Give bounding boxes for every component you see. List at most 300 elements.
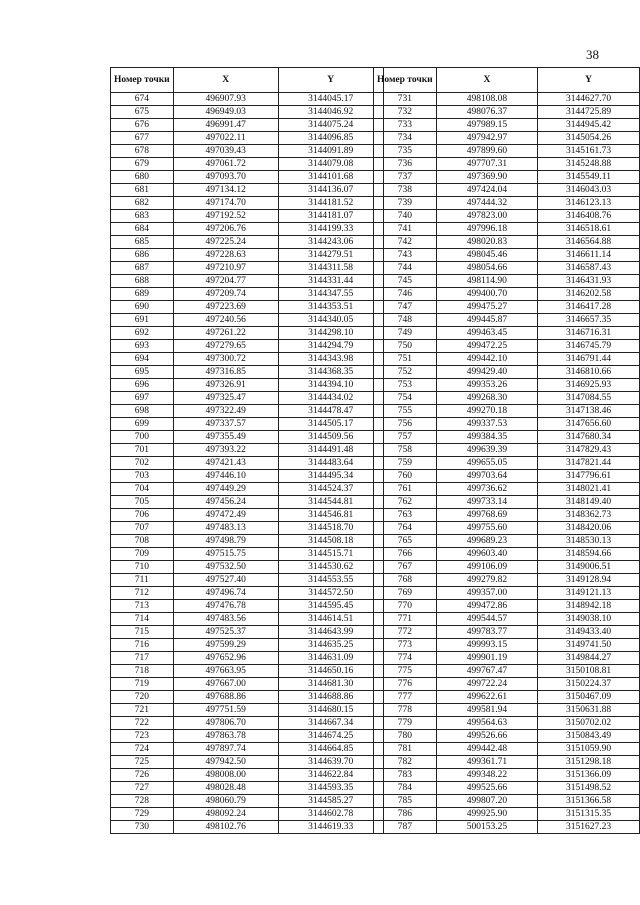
y-coordinate-cell: 3144585.27	[278, 795, 383, 808]
x-coordinate-cell: 499353.26	[436, 379, 537, 392]
x-coordinate-cell: 496907.93	[173, 93, 278, 106]
y-coordinate-cell: 3146810.66	[538, 366, 640, 379]
y-coordinate-cell: 3146417.28	[538, 301, 640, 314]
y-coordinate-cell: 3146791.44	[538, 353, 640, 366]
y-coordinate-cell: 3146925.93	[538, 379, 640, 392]
x-coordinate-cell: 497022.11	[173, 132, 278, 145]
y-coordinate-cell: 3144524.37	[278, 483, 383, 496]
x-coordinate-cell: 497355.49	[173, 431, 278, 444]
point-number-cell: 692	[111, 327, 174, 340]
x-coordinate-cell: 499807.20	[436, 795, 537, 808]
point-number-cell: 693	[111, 340, 174, 353]
x-coordinate-cell: 497039.43	[173, 145, 278, 158]
point-number-cell: 783	[374, 769, 437, 782]
table-row	[374, 249, 640, 262]
x-coordinate-cell: 497421.43	[173, 457, 278, 470]
table-row	[374, 665, 640, 678]
point-number-cell: 743	[374, 249, 437, 262]
point-number-cell: 769	[374, 587, 437, 600]
point-number-cell: 720	[111, 691, 174, 704]
x-coordinate-cell: 499689.23	[436, 535, 537, 548]
point-number-cell: 779	[374, 717, 437, 730]
table-row	[374, 210, 640, 223]
y-coordinate-cell: 3144945.42	[538, 119, 640, 132]
y-coordinate-cell: 3144509.56	[278, 431, 383, 444]
y-coordinate-cell: 3144298.10	[278, 327, 383, 340]
point-number-cell: 748	[374, 314, 437, 327]
x-coordinate-cell: 499270.18	[436, 405, 537, 418]
point-number-cell: 736	[374, 158, 437, 171]
y-coordinate-cell: 3144079.08	[278, 158, 383, 171]
table-row	[111, 730, 384, 743]
point-number-cell: 773	[374, 639, 437, 652]
point-number-cell: 705	[111, 496, 174, 509]
table-row	[374, 444, 640, 457]
x-coordinate-cell: 499442.48	[436, 743, 537, 756]
table-row	[111, 613, 384, 626]
table-row	[374, 314, 640, 327]
point-number-cell: 718	[111, 665, 174, 678]
y-coordinate-cell: 3144311.58	[278, 262, 383, 275]
table-row	[374, 340, 640, 353]
table-row	[374, 366, 640, 379]
table-row	[111, 275, 384, 288]
point-number-cell: 704	[111, 483, 174, 496]
table-row	[111, 366, 384, 379]
table-row	[111, 678, 384, 691]
point-number-cell: 777	[374, 691, 437, 704]
point-number-cell: 683	[111, 210, 174, 223]
table-row	[111, 704, 384, 717]
x-coordinate-cell: 497337.57	[173, 418, 278, 431]
y-coordinate-cell: 3144091.89	[278, 145, 383, 158]
y-coordinate-cell: 3144243.06	[278, 236, 383, 249]
y-coordinate-cell: 3149433.40	[538, 626, 640, 639]
x-coordinate-cell: 497393.22	[173, 444, 278, 457]
table-row	[111, 119, 384, 132]
x-coordinate-cell: 497525.37	[173, 626, 278, 639]
y-coordinate-cell: 3145161.73	[538, 145, 640, 158]
x-coordinate-cell: 497476.78	[173, 600, 278, 613]
table-row	[374, 327, 640, 340]
x-coordinate-cell: 498108.08	[436, 93, 537, 106]
y-coordinate-cell: 3146043.03	[538, 184, 640, 197]
y-coordinate-cell: 3144495.34	[278, 470, 383, 483]
x-coordinate-cell: 500153.25	[436, 821, 537, 834]
table-row	[374, 782, 640, 795]
y-coordinate-cell: 3144347.55	[278, 288, 383, 301]
table-row	[374, 652, 640, 665]
point-number-cell: 758	[374, 444, 437, 457]
x-coordinate-cell: 497667.00	[173, 678, 278, 691]
point-number-cell: 738	[374, 184, 437, 197]
y-coordinate-cell: 3150224.37	[538, 678, 640, 691]
point-number-cell: 697	[111, 392, 174, 405]
y-coordinate-cell: 3144096.85	[278, 132, 383, 145]
table-row	[374, 457, 640, 470]
coordinates-table-right	[373, 67, 640, 834]
y-coordinate-cell: 3147796.61	[538, 470, 640, 483]
table-row	[374, 626, 640, 639]
y-coordinate-cell: 3149006.51	[538, 561, 640, 574]
x-coordinate-cell: 498060.79	[173, 795, 278, 808]
y-coordinate-cell: 3146611.14	[538, 249, 640, 262]
point-number-cell: 741	[374, 223, 437, 236]
x-coordinate-cell: 497996.18	[436, 223, 537, 236]
y-coordinate-cell: 3149844.27	[538, 652, 640, 665]
x-coordinate-cell: 497446.10	[173, 470, 278, 483]
x-coordinate-cell: 499472.25	[436, 340, 537, 353]
y-coordinate-cell: 3146587.43	[538, 262, 640, 275]
point-number-cell: 750	[374, 340, 437, 353]
table-row	[374, 691, 640, 704]
x-coordinate-cell: 497472.49	[173, 509, 278, 522]
point-number-cell: 787	[374, 821, 437, 834]
y-coordinate-cell: 3144602.78	[278, 808, 383, 821]
point-number-cell: 726	[111, 769, 174, 782]
table-row	[374, 158, 640, 171]
point-number-cell: 727	[111, 782, 174, 795]
x-coordinate-cell: 497369.90	[436, 171, 537, 184]
table-row	[111, 184, 384, 197]
point-number-cell: 686	[111, 249, 174, 262]
point-number-cell: 767	[374, 561, 437, 574]
table-row	[111, 301, 384, 314]
x-coordinate-cell: 497688.86	[173, 691, 278, 704]
table-row	[111, 171, 384, 184]
x-coordinate-cell: 497456.24	[173, 496, 278, 509]
point-number-cell: 764	[374, 522, 437, 535]
y-coordinate-cell: 3146745.79	[538, 340, 640, 353]
y-coordinate-cell: 3146408.76	[538, 210, 640, 223]
point-number-cell: 776	[374, 678, 437, 691]
header-point-number: Номер точки	[111, 68, 174, 93]
y-coordinate-cell: 3144643.99	[278, 626, 383, 639]
table-row	[374, 353, 640, 366]
point-number-cell: 768	[374, 574, 437, 587]
y-coordinate-cell: 3144635.25	[278, 639, 383, 652]
table-row	[111, 379, 384, 392]
table-row	[374, 769, 640, 782]
table-row	[111, 197, 384, 210]
point-number-cell: 699	[111, 418, 174, 431]
table-row	[111, 808, 384, 821]
point-number-cell: 731	[374, 93, 437, 106]
point-number-cell: 749	[374, 327, 437, 340]
y-coordinate-cell: 3151298.18	[538, 756, 640, 769]
x-coordinate-cell: 497444.32	[436, 197, 537, 210]
table-row	[111, 236, 384, 249]
y-coordinate-cell: 3144674.25	[278, 730, 383, 743]
point-number-cell: 702	[111, 457, 174, 470]
y-coordinate-cell: 3146202.58	[538, 288, 640, 301]
table-row	[374, 535, 640, 548]
table-row	[111, 262, 384, 275]
x-coordinate-cell: 497989.15	[436, 119, 537, 132]
y-coordinate-cell: 3148594.66	[538, 548, 640, 561]
table-row	[111, 665, 384, 678]
y-coordinate-cell: 3144075.24	[278, 119, 383, 132]
x-coordinate-cell: 499736.62	[436, 483, 537, 496]
x-coordinate-cell: 499106.09	[436, 561, 537, 574]
y-coordinate-cell: 3144631.09	[278, 652, 383, 665]
x-coordinate-cell: 497206.76	[173, 223, 278, 236]
y-coordinate-cell: 3144614.51	[278, 613, 383, 626]
x-coordinate-cell: 499475.27	[436, 301, 537, 314]
point-number-cell: 760	[374, 470, 437, 483]
y-coordinate-cell: 3150702.02	[538, 717, 640, 730]
table-row	[374, 184, 640, 197]
point-number-cell: 765	[374, 535, 437, 548]
table-row	[111, 340, 384, 353]
table-row	[374, 548, 640, 561]
point-number-cell: 725	[111, 756, 174, 769]
point-number-cell: 703	[111, 470, 174, 483]
x-coordinate-cell: 497061.72	[173, 158, 278, 171]
x-coordinate-cell: 497192.52	[173, 210, 278, 223]
point-number-cell: 711	[111, 574, 174, 587]
x-coordinate-cell: 498114.90	[436, 275, 537, 288]
coordinates-table-left	[110, 67, 384, 834]
table-row	[374, 223, 640, 236]
header-y: Y	[538, 68, 640, 93]
point-number-cell: 766	[374, 548, 437, 561]
x-coordinate-cell: 497707.31	[436, 158, 537, 171]
point-number-cell: 723	[111, 730, 174, 743]
y-coordinate-cell: 3149741.50	[538, 639, 640, 652]
point-number-cell: 770	[374, 600, 437, 613]
y-coordinate-cell: 3150108.81	[538, 665, 640, 678]
table-row	[374, 678, 640, 691]
y-coordinate-cell: 3149121.13	[538, 587, 640, 600]
point-number-cell: 784	[374, 782, 437, 795]
table-row	[111, 587, 384, 600]
x-coordinate-cell: 498054.66	[436, 262, 537, 275]
y-coordinate-cell: 3150631.88	[538, 704, 640, 717]
x-coordinate-cell: 497134.12	[173, 184, 278, 197]
point-number-cell: 746	[374, 288, 437, 301]
table-row	[374, 808, 640, 821]
y-coordinate-cell: 3144508.18	[278, 535, 383, 548]
y-coordinate-cell: 3151627.23	[538, 821, 640, 834]
x-coordinate-cell: 499348.22	[436, 769, 537, 782]
point-number-cell: 713	[111, 600, 174, 613]
point-number-cell: 715	[111, 626, 174, 639]
point-number-cell: 710	[111, 561, 174, 574]
table-row	[111, 561, 384, 574]
x-coordinate-cell: 497174.70	[173, 197, 278, 210]
point-number-cell: 701	[111, 444, 174, 457]
table-row	[111, 353, 384, 366]
y-coordinate-cell: 3144101.68	[278, 171, 383, 184]
y-coordinate-cell: 3145549.11	[538, 171, 640, 184]
point-number-cell: 706	[111, 509, 174, 522]
y-coordinate-cell: 3144353.51	[278, 301, 383, 314]
point-number-cell: 680	[111, 171, 174, 184]
y-coordinate-cell: 3151498.52	[538, 782, 640, 795]
x-coordinate-cell: 496991.47	[173, 119, 278, 132]
point-number-cell: 771	[374, 613, 437, 626]
y-coordinate-cell: 3151315.35	[538, 808, 640, 821]
y-coordinate-cell: 3144331.44	[278, 275, 383, 288]
x-coordinate-cell: 497261.22	[173, 327, 278, 340]
table-row	[374, 587, 640, 600]
x-coordinate-cell: 497483.13	[173, 522, 278, 535]
y-coordinate-cell: 3149038.10	[538, 613, 640, 626]
table-row	[111, 509, 384, 522]
x-coordinate-cell: 499544.57	[436, 613, 537, 626]
header-y: Y	[278, 68, 383, 93]
y-coordinate-cell: 3144478.47	[278, 405, 383, 418]
table-row	[374, 301, 640, 314]
point-number-cell: 691	[111, 314, 174, 327]
point-number-cell: 722	[111, 717, 174, 730]
table-row	[374, 119, 640, 132]
x-coordinate-cell: 499993.15	[436, 639, 537, 652]
table-row	[374, 392, 640, 405]
table-row	[374, 717, 640, 730]
y-coordinate-cell: 3144181.07	[278, 210, 383, 223]
x-coordinate-cell: 497326.91	[173, 379, 278, 392]
x-coordinate-cell: 498076.37	[436, 106, 537, 119]
x-coordinate-cell: 497223.69	[173, 301, 278, 314]
table-row	[374, 132, 640, 145]
y-coordinate-cell: 3144664.85	[278, 743, 383, 756]
table-row	[374, 470, 640, 483]
x-coordinate-cell: 499755.60	[436, 522, 537, 535]
point-number-cell: 696	[111, 379, 174, 392]
y-coordinate-cell: 3144518.70	[278, 522, 383, 535]
x-coordinate-cell: 499603.40	[436, 548, 537, 561]
point-number-cell: 707	[111, 522, 174, 535]
x-coordinate-cell: 499268.30	[436, 392, 537, 405]
table-row	[374, 730, 640, 743]
table-row	[374, 145, 640, 158]
table-row	[111, 288, 384, 301]
x-coordinate-cell: 497599.29	[173, 639, 278, 652]
table-row	[374, 613, 640, 626]
point-number-cell: 675	[111, 106, 174, 119]
x-coordinate-cell: 498092.24	[173, 808, 278, 821]
point-number-cell: 690	[111, 301, 174, 314]
y-coordinate-cell: 3151366.58	[538, 795, 640, 808]
point-number-cell: 751	[374, 353, 437, 366]
table-row	[374, 431, 640, 444]
table-row	[111, 314, 384, 327]
point-number-cell: 689	[111, 288, 174, 301]
y-coordinate-cell: 3144530.62	[278, 561, 383, 574]
table-row	[374, 171, 640, 184]
table-row	[374, 704, 640, 717]
x-coordinate-cell: 499733.14	[436, 496, 537, 509]
table-row	[111, 639, 384, 652]
y-coordinate-cell: 3144681.30	[278, 678, 383, 691]
table-row	[111, 600, 384, 613]
x-coordinate-cell: 499442.10	[436, 353, 537, 366]
point-number-cell: 717	[111, 652, 174, 665]
point-number-cell: 716	[111, 639, 174, 652]
y-coordinate-cell: 3149128.94	[538, 574, 640, 587]
table-row	[111, 522, 384, 535]
point-number-cell: 759	[374, 457, 437, 470]
table-row	[374, 639, 640, 652]
point-number-cell: 763	[374, 509, 437, 522]
point-number-cell: 772	[374, 626, 437, 639]
table-row	[111, 743, 384, 756]
y-coordinate-cell: 3146123.13	[538, 197, 640, 210]
point-number-cell: 762	[374, 496, 437, 509]
table-body-left	[111, 93, 384, 834]
x-coordinate-cell: 499463.45	[436, 327, 537, 340]
point-number-cell: 730	[111, 821, 174, 834]
table-row	[374, 574, 640, 587]
x-coordinate-cell: 497424.04	[436, 184, 537, 197]
x-coordinate-cell: 496949.03	[173, 106, 278, 119]
y-coordinate-cell: 3144680.15	[278, 704, 383, 717]
table-row	[374, 600, 640, 613]
table-row	[374, 106, 640, 119]
x-coordinate-cell: 497532.50	[173, 561, 278, 574]
table-row	[111, 756, 384, 769]
y-coordinate-cell: 3150467.09	[538, 691, 640, 704]
table-row	[374, 93, 640, 106]
point-number-cell: 786	[374, 808, 437, 821]
x-coordinate-cell: 498045.46	[436, 249, 537, 262]
x-coordinate-cell: 499722.24	[436, 678, 537, 691]
y-coordinate-cell: 3151366.09	[538, 769, 640, 782]
point-number-cell: 780	[374, 730, 437, 743]
table-row	[374, 743, 640, 756]
y-coordinate-cell: 3144688.86	[278, 691, 383, 704]
x-coordinate-cell: 499525.66	[436, 782, 537, 795]
x-coordinate-cell: 497093.70	[173, 171, 278, 184]
point-number-cell: 674	[111, 93, 174, 106]
point-number-cell: 778	[374, 704, 437, 717]
table-row	[374, 288, 640, 301]
x-coordinate-cell: 498102.76	[173, 821, 278, 834]
x-coordinate-cell: 499581.94	[436, 704, 537, 717]
point-number-cell: 754	[374, 392, 437, 405]
x-coordinate-cell: 497316.85	[173, 366, 278, 379]
point-number-cell: 752	[374, 366, 437, 379]
header-x: X	[436, 68, 537, 93]
x-coordinate-cell: 499901.19	[436, 652, 537, 665]
point-number-cell: 708	[111, 535, 174, 548]
table-row	[111, 457, 384, 470]
point-number-cell: 729	[111, 808, 174, 821]
y-coordinate-cell: 3148362.73	[538, 509, 640, 522]
table-row	[374, 496, 640, 509]
point-number-cell: 695	[111, 366, 174, 379]
x-coordinate-cell: 497240.56	[173, 314, 278, 327]
y-coordinate-cell: 3146657.35	[538, 314, 640, 327]
table-header-row	[111, 68, 384, 93]
y-coordinate-cell: 3144593.35	[278, 782, 383, 795]
y-coordinate-cell: 3144622.84	[278, 769, 383, 782]
table-row	[374, 262, 640, 275]
point-number-cell: 700	[111, 431, 174, 444]
table-row	[111, 223, 384, 236]
y-coordinate-cell: 3144619.33	[278, 821, 383, 834]
x-coordinate-cell: 497942.97	[436, 132, 537, 145]
y-coordinate-cell: 3144572.50	[278, 587, 383, 600]
point-number-cell: 688	[111, 275, 174, 288]
table-row	[111, 327, 384, 340]
x-coordinate-cell: 499472.86	[436, 600, 537, 613]
y-coordinate-cell: 3144340.05	[278, 314, 383, 327]
x-coordinate-cell: 499925.90	[436, 808, 537, 821]
y-coordinate-cell: 3144553.55	[278, 574, 383, 587]
